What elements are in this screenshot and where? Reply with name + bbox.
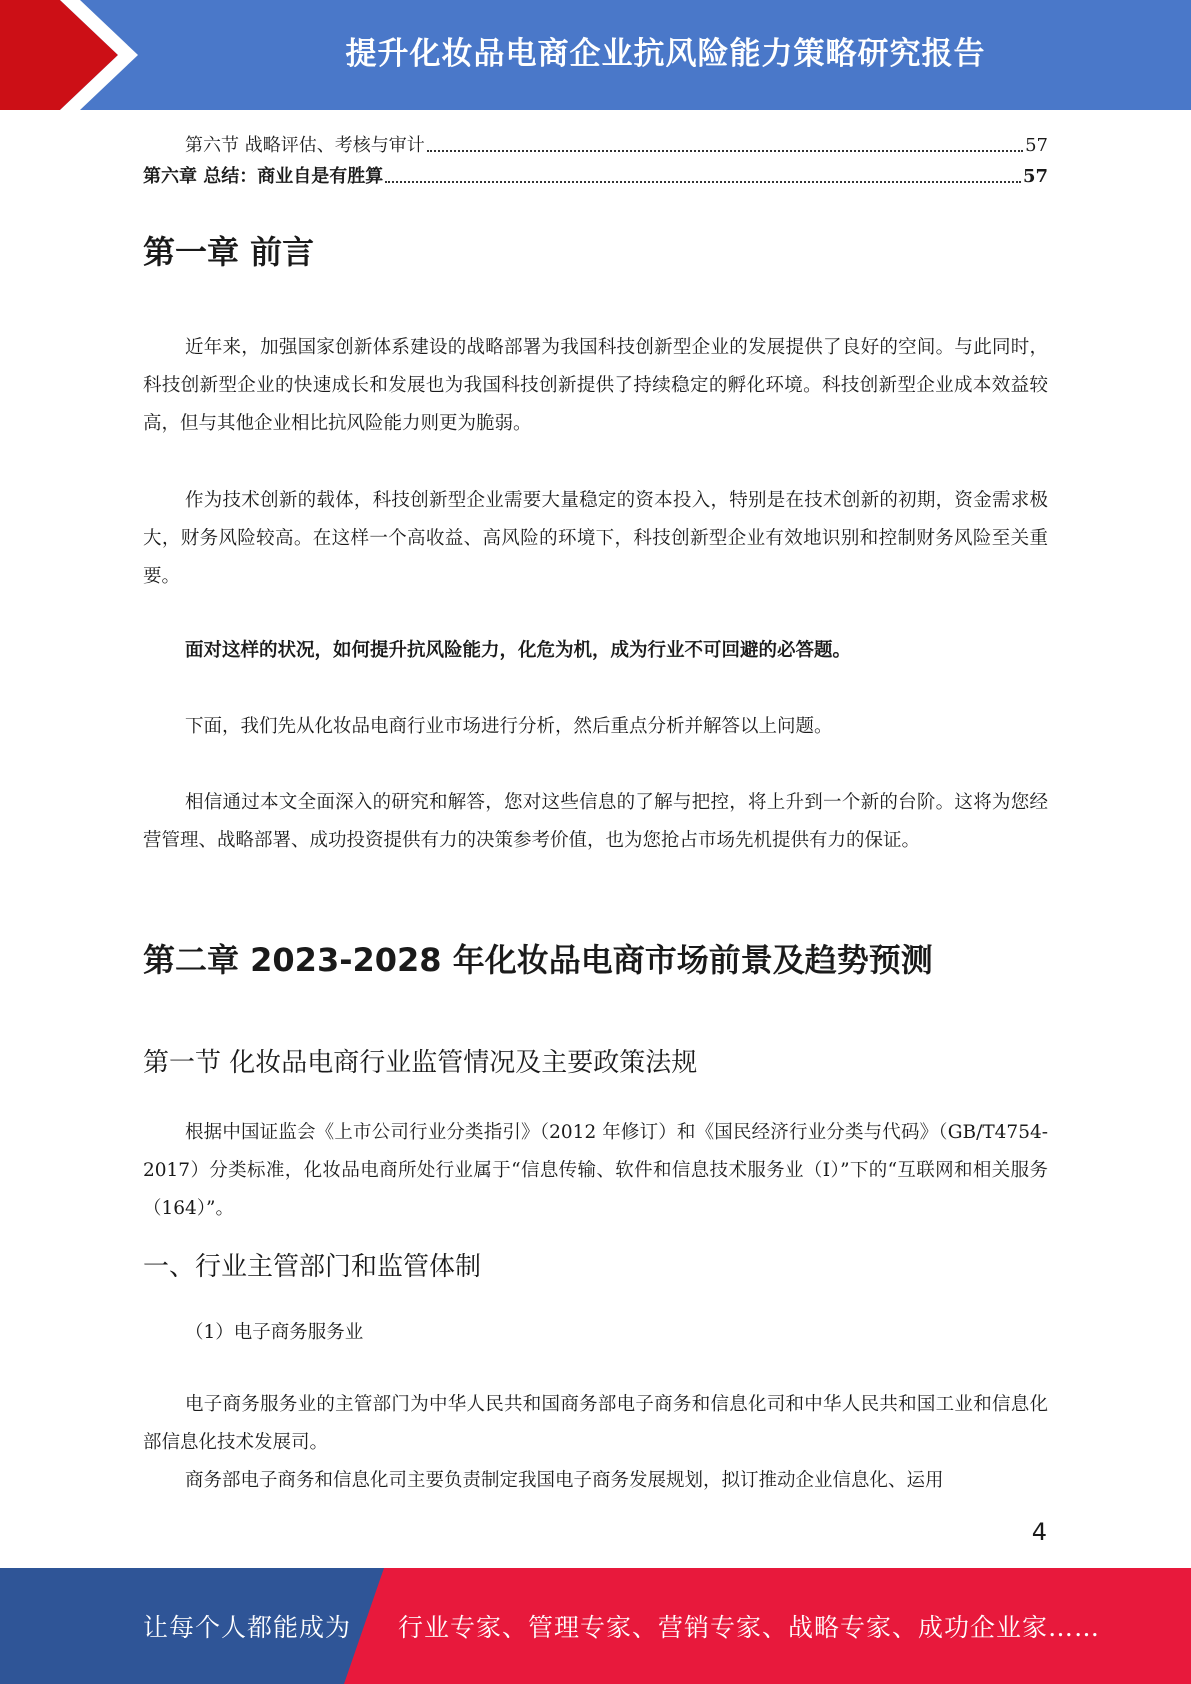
section-heading: 第一节 化妆品电商行业监管情况及主要政策法规 [143,1048,698,1078]
paragraph: 相信通过本文全面深入的研究和解答，您对这些信息的了解与把控，将上升到一个新的台阶。这将为您经营管理、战略部署、成功投资提供有力的决策参考价值，也为您抢占市场先机提供有力的保证。 [143,792,1048,851]
page-number: 4 [1031,1518,1047,1546]
footer-slogan-left: 让每个人都能成为 [143,1613,352,1642]
footer-banner [0,1568,1191,1684]
paragraph: 下面，我们先从化妆品电商行业市场进行分析，然后重点分析并解答以上问题。 [185,716,833,737]
chapter-heading: 第二章 2023-2028 年化妆品电商市场前景及趋势预测 [143,941,933,979]
toc-leader-dots [385,180,1021,183]
document-title: 提升化妆品电商企业抗风险能力策略研究报告 [345,35,986,72]
list-item: （1）电子商务服务业 [185,1322,364,1343]
emphasis-paragraph: 面对这样的状况，如何提升抗风险能力，化危为机，成为行业不可回避的必答题。 [185,640,852,661]
toc-entry[interactable] [143,159,1048,189]
paragraph: 商务部电子商务和信息化司主要负责制定我国电子商务发展规划，拟订推动企业信息化、运用 [185,1470,944,1491]
paragraph: 根据中国证监会《上市公司行业分类指引》（2012 年修订）和《国民经济行业分类与代码》（GB/T4754-2017）分类标准，化妆品电商所处行业属于“信息传输、软件和信息技术服务业（I）”下的“互联网和相关服务（164）”。 [143,1122,1048,1219]
footer-slogan-right: 行业专家、管理专家、营销专家、战略专家、成功企业家…… [398,1613,1101,1642]
header-arrow-decoration [0,0,160,110]
paragraph: 作为技术创新的载体，科技创新型企业需要大量稳定的资本投入，特别是在技术创新的初期，资金需求极大，财务风险较高。在这样一个高收益、高风险的环境下，科技创新型企业有效地识别和控制财务风险至关重要。 [143,490,1048,587]
toc-leader-dots [427,149,1023,152]
subsection-heading: 一、行业主管部门和监管体制 [143,1252,482,1282]
toc-entry-label: 第六节 战略评估、考核与审计 [185,135,425,156]
chapter-heading: 第一章 前言 [143,233,315,271]
toc-entry-page: 57 [1022,166,1048,187]
toc-entry[interactable] [143,128,1048,158]
paragraph: 电子商务服务业的主管部门为中华人民共和国商务部电子商务和信息化司和中华人民共和国工业和信息化部信息化技术发展司。 [143,1394,1048,1453]
paragraph: 近年来，加强国家创新体系建设的战略部署为我国科技创新型企业的发展提供了良好的空间。与此同时，科技创新型企业的快速成长和发展也为我国科技创新提供了持续稳定的孵化环境。科技创新型企业成本效益较高，但与其他企业相比抗风险能力则更为脆弱。 [143,337,1048,434]
toc-entry-label: 第六章 总结：商业自是有胜算 [143,166,384,187]
toc-entry-page: 57 [1025,135,1048,156]
